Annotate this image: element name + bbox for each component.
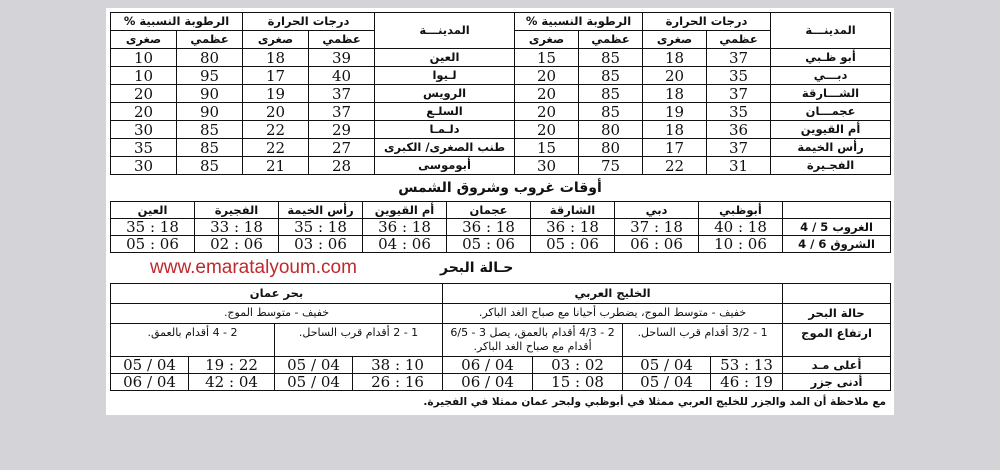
tide-cell: 04 / 06 bbox=[443, 357, 533, 374]
value-cell: 29 bbox=[309, 121, 375, 139]
value-cell: 80 bbox=[177, 49, 243, 67]
note: مع ملاحظة أن المد والجزر للخليج العربي ممثلا في أبوظبي ولبحر عمان ممثلا في الفجيرة. bbox=[423, 396, 886, 408]
value-cell: 15 bbox=[515, 49, 579, 67]
value-cell: 18 bbox=[643, 85, 707, 103]
city-name: العين bbox=[375, 49, 515, 67]
weather-row bbox=[111, 103, 891, 121]
value-cell: 85 bbox=[177, 121, 243, 139]
header-max: عظمي bbox=[309, 31, 375, 49]
value-cell: 18 bbox=[643, 121, 707, 139]
value-cell: 90 bbox=[177, 103, 243, 121]
tide-cell: 04 / 05 bbox=[623, 357, 711, 374]
tide-cell: 16 : 26 bbox=[353, 374, 443, 391]
header-min: صغرى bbox=[643, 31, 707, 49]
weather-row bbox=[111, 49, 891, 67]
value-cell: 85 bbox=[177, 139, 243, 157]
header-city: المدينـــة bbox=[375, 13, 515, 49]
time-cell: 18 : 36 bbox=[447, 219, 531, 236]
value-cell: 22 bbox=[243, 121, 309, 139]
value-cell: 20 bbox=[515, 103, 579, 121]
value-cell: 30 bbox=[515, 157, 579, 175]
website-row bbox=[110, 255, 890, 281]
tide-cell: 04 / 05 bbox=[275, 374, 353, 391]
sun-table bbox=[110, 201, 891, 253]
gulf-header: الخليج العربي bbox=[443, 284, 783, 304]
city-name: عجمـــان bbox=[771, 103, 891, 121]
wave-label: ارتفاع الموج bbox=[783, 324, 891, 357]
value-cell: 90 bbox=[177, 85, 243, 103]
city-name: أبو ظـبي bbox=[771, 49, 891, 67]
city-header: دبي bbox=[615, 202, 699, 219]
time-cell: 06 : 03 bbox=[279, 236, 363, 253]
gulf-state: خفيف - متوسط الموج، يضطرب أحيانا مع صباح الغد الباكر. bbox=[443, 304, 783, 324]
sea-title: حـالة البحر bbox=[440, 260, 514, 276]
weather-table bbox=[110, 12, 891, 175]
value-cell: 80 bbox=[579, 139, 643, 157]
city-header: الفجيرة bbox=[195, 202, 279, 219]
value-cell: 75 bbox=[579, 157, 643, 175]
value-cell: 39 bbox=[309, 49, 375, 67]
blank-cell bbox=[783, 284, 891, 304]
city-name: الفجـيرة bbox=[771, 157, 891, 175]
header-min: صغرى bbox=[243, 31, 309, 49]
tide-cell: 10 : 38 bbox=[353, 357, 443, 374]
low-tide-label: أدنى جزر bbox=[783, 374, 891, 391]
value-cell: 37 bbox=[707, 139, 771, 157]
value-cell: 85 bbox=[579, 67, 643, 85]
value-cell: 20 bbox=[515, 67, 579, 85]
state-label: حالة البحر bbox=[783, 304, 891, 324]
time-cell: 06 : 05 bbox=[111, 236, 195, 253]
tide-cell: 04 / 06 bbox=[111, 374, 189, 391]
value-cell: 35 bbox=[707, 103, 771, 121]
value-cell: 10 bbox=[111, 49, 177, 67]
time-cell: 06 : 05 bbox=[447, 236, 531, 253]
time-cell: 18 : 35 bbox=[279, 219, 363, 236]
time-cell: 18 : 36 bbox=[531, 219, 615, 236]
time-cell: 06 : 10 bbox=[699, 236, 783, 253]
city-name: الشـــارقة bbox=[771, 85, 891, 103]
blank-cell bbox=[783, 202, 891, 219]
value-cell: 20 bbox=[243, 103, 309, 121]
weather-row bbox=[111, 67, 891, 85]
city-name: أم القيوين bbox=[771, 121, 891, 139]
header-min: صغرى bbox=[515, 31, 579, 49]
value-cell: 17 bbox=[243, 67, 309, 85]
value-cell: 80 bbox=[579, 121, 643, 139]
weather-row bbox=[111, 85, 891, 103]
high-tide-row bbox=[111, 357, 891, 374]
city-name: أبوموسى bbox=[375, 157, 515, 175]
city-header: عجمان bbox=[447, 202, 531, 219]
low-tide-row bbox=[111, 374, 891, 391]
weather-row bbox=[111, 121, 891, 139]
value-cell: 21 bbox=[243, 157, 309, 175]
time-cell: 18 : 35 bbox=[111, 219, 195, 236]
value-cell: 20 bbox=[111, 103, 177, 121]
weather-row bbox=[111, 157, 891, 175]
value-cell: 85 bbox=[177, 157, 243, 175]
value-cell: 18 bbox=[243, 49, 309, 67]
header-max: عظمي bbox=[707, 31, 771, 49]
value-cell: 31 bbox=[707, 157, 771, 175]
value-cell: 30 bbox=[111, 157, 177, 175]
header-max: عظمي bbox=[579, 31, 643, 49]
city-name: لـيوا bbox=[375, 67, 515, 85]
tide-cell: 04 / 05 bbox=[111, 357, 189, 374]
value-cell: 85 bbox=[579, 85, 643, 103]
header-city: المدينـــة bbox=[771, 13, 891, 49]
city-name: دلـمـا bbox=[375, 121, 515, 139]
header-temp: درجات الحرارة bbox=[243, 13, 375, 31]
tide-cell: 04 / 05 bbox=[623, 374, 711, 391]
sun-header-row bbox=[111, 202, 891, 219]
value-cell: 22 bbox=[243, 139, 309, 157]
value-cell: 18 bbox=[643, 49, 707, 67]
tide-cell: 08 : 15 bbox=[533, 374, 623, 391]
sunrise-row bbox=[111, 236, 891, 253]
value-cell: 95 bbox=[177, 67, 243, 85]
city-header: رأس الخيمة bbox=[279, 202, 363, 219]
tide-cell: 02 : 03 bbox=[533, 357, 623, 374]
sea-table bbox=[110, 283, 891, 391]
high-tide-label: أعلى مـد bbox=[783, 357, 891, 374]
time-cell: 18 : 40 bbox=[699, 219, 783, 236]
city-header: أم القيوين bbox=[363, 202, 447, 219]
time-cell: 06 : 04 bbox=[363, 236, 447, 253]
value-cell: 28 bbox=[309, 157, 375, 175]
value-cell: 17 bbox=[643, 139, 707, 157]
value-cell: 40 bbox=[309, 67, 375, 85]
wave-cell: 1 - 2 أقدام قرب الساحل. bbox=[275, 324, 443, 357]
value-cell: 19 bbox=[243, 85, 309, 103]
city-header: الشارقة bbox=[531, 202, 615, 219]
value-cell: 22 bbox=[643, 157, 707, 175]
value-cell: 35 bbox=[707, 67, 771, 85]
time-cell: 06 : 06 bbox=[615, 236, 699, 253]
time-cell: 06 : 05 bbox=[531, 236, 615, 253]
city-name: السلـع bbox=[375, 103, 515, 121]
tide-cell: 04 / 06 bbox=[443, 374, 533, 391]
wave-cell: 2 - 4/3 أقدام بالعمق، يصل 3 - 6/5 أقدام مع صباح الغد الباكر. bbox=[443, 324, 623, 357]
sunset-row bbox=[111, 219, 891, 236]
value-cell: 85 bbox=[579, 49, 643, 67]
value-cell: 30 bbox=[111, 121, 177, 139]
weather-row bbox=[111, 139, 891, 157]
tide-cell: 04 : 42 bbox=[189, 374, 275, 391]
header-temp: درجات الحرارة bbox=[643, 13, 771, 31]
sunrise-label: الشروق 6 / 4 bbox=[783, 236, 891, 253]
wave-cell: 2 - 4 أقدام بالعمق. bbox=[111, 324, 275, 357]
tide-cell: 13 : 53 bbox=[711, 357, 783, 374]
time-cell: 06 : 02 bbox=[195, 236, 279, 253]
city-name: الرويس bbox=[375, 85, 515, 103]
city-header: العين bbox=[111, 202, 195, 219]
value-cell: 15 bbox=[515, 139, 579, 157]
time-cell: 18 : 33 bbox=[195, 219, 279, 236]
header-humidity: الرطوبة النسبية % bbox=[515, 13, 643, 31]
time-cell: 18 : 37 bbox=[615, 219, 699, 236]
city-name: دبـــي bbox=[771, 67, 891, 85]
value-cell: 20 bbox=[643, 67, 707, 85]
value-cell: 20 bbox=[515, 121, 579, 139]
tide-cell: 04 / 05 bbox=[275, 357, 353, 374]
value-cell: 27 bbox=[309, 139, 375, 157]
value-cell: 20 bbox=[111, 85, 177, 103]
value-cell: 35 bbox=[111, 139, 177, 157]
value-cell: 20 bbox=[515, 85, 579, 103]
sunset-label: الغروب 5 / 4 bbox=[783, 219, 891, 236]
value-cell: 10 bbox=[111, 67, 177, 85]
header-humidity: الرطوبة النسبية % bbox=[111, 13, 243, 31]
tide-cell: 19 : 46 bbox=[711, 374, 783, 391]
tide-cell: 22 : 19 bbox=[189, 357, 275, 374]
page bbox=[106, 8, 894, 415]
city-name: رأس الخيمة bbox=[771, 139, 891, 157]
city-header: أبوظبي bbox=[699, 202, 783, 219]
time-cell: 18 : 36 bbox=[363, 219, 447, 236]
value-cell: 37 bbox=[309, 85, 375, 103]
website-link[interactable]: www.emaratalyoum.com bbox=[150, 257, 357, 278]
sun-title: أوقات غروب وشروق الشمس bbox=[398, 180, 602, 196]
value-cell: 37 bbox=[707, 85, 771, 103]
header-min: صغرى bbox=[111, 31, 177, 49]
wave-cell: 1 - 3/2 أقدام قرب الساحل. bbox=[623, 324, 783, 357]
header-max: عظمي bbox=[177, 31, 243, 49]
value-cell: 37 bbox=[707, 49, 771, 67]
city-name: طنب الصغرى/ الكبرى bbox=[375, 139, 515, 157]
value-cell: 37 bbox=[309, 103, 375, 121]
value-cell: 85 bbox=[579, 103, 643, 121]
value-cell: 36 bbox=[707, 121, 771, 139]
oman-header: بحر عمان bbox=[111, 284, 443, 304]
value-cell: 19 bbox=[643, 103, 707, 121]
oman-state: خفيف - متوسط الموج. bbox=[111, 304, 443, 324]
